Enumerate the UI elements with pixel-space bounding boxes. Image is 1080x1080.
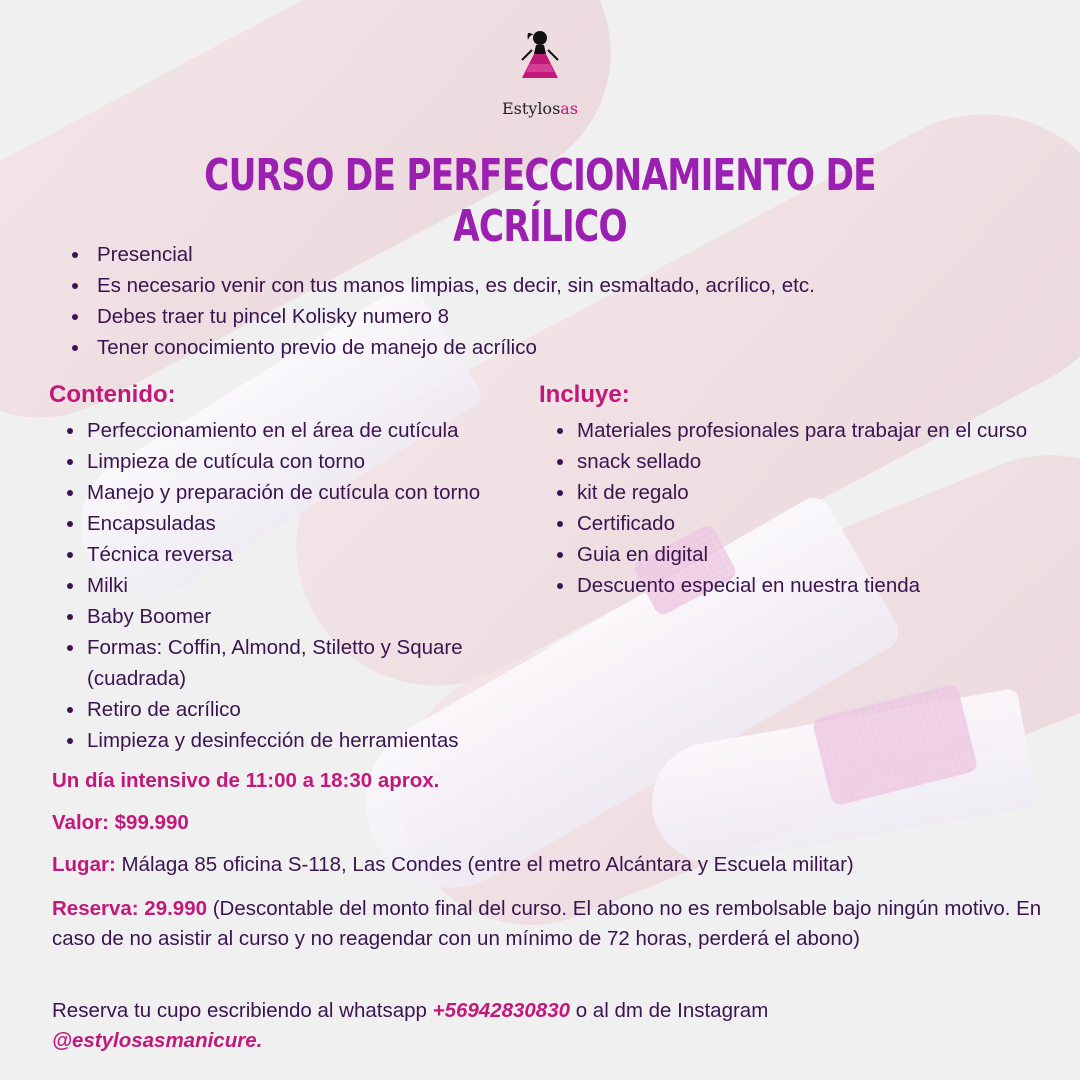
whatsapp-link[interactable]: +56942830830 [432,999,571,1022]
reserva-text [52,894,1042,954]
list-item: snack sellado [577,446,1037,477]
list-item: Materiales profesionales para trabajar en el curso [577,415,1037,446]
list-item: Descuento especial en nuestra tienda [577,570,1037,601]
place-address: Málaga 85 oficina S-118, Las Condes (entre el metro Alcántara y Escuela militar) [115,853,854,876]
page-title: CURSO DE PERFECCIONAMIENTO DE ACRÍLICO [204,150,876,252]
list-item: Formas: Coffin, Almond, Stiletto y Square (cuadrada) [87,632,527,694]
list-item: Retiro de acrílico [87,694,527,725]
list-item: Tener conocimiento previo de manejo de acrílico [97,332,815,363]
woman-silhouette-icon [518,28,562,90]
requirements-list [97,239,815,363]
list-item: Baby Boomer [87,601,527,632]
list-item: Encapsuladas [87,508,527,539]
contenido-heading: Contenido: [49,381,176,408]
list-item: Es necesario venir con tus manos limpias, es decir, sin esmaltado, acrílico, etc. [97,270,815,301]
list-item: Presencial [97,239,815,270]
list-item: Debes traer tu pincel Kolisky numero 8 [97,301,815,332]
list-item: Milki [87,570,527,601]
list-item: Perfeccionamiento en el área de cutícula [87,415,527,446]
list-item: kit de regalo [577,477,1037,508]
list-item: Manejo y preparación de cutícula con torno [87,477,527,508]
incluye-list [577,415,1037,601]
place-text [52,850,1042,880]
schedule-text: Un día intensivo de 11:00 a 18:30 aprox. [52,769,440,792]
brand-logo [490,28,590,118]
reserva-conditions: (Descontable del monto final del curso. El abono no es rembolsable bajo ningún motivo. En caso de no asistir al curso y no reagendar con un mínimo de 72 horas, perderá el abono) [52,897,1042,950]
reserva-label: Reserva: 29.990 [52,897,208,920]
list-item: Limpieza de cutícula con torno [87,446,527,477]
price-text: Valor: $99.990 [52,811,189,834]
incluye-heading: Incluye: [539,381,630,408]
list-item: Técnica reversa [87,539,527,570]
place-label: Lugar: [52,853,116,876]
list-item: Limpieza y desinfección de herramientas [87,725,527,756]
list-item: Certificado [577,508,1037,539]
contact-text: Reserva tu cupo escribiendo al whatsapp +56942830830 o al dm de Instagram @estylosasmanicure. [52,999,769,1052]
instagram-link[interactable]: @estylosasmanicure. [52,1029,263,1052]
list-item: Guia en digital [577,539,1037,570]
brand-name: Estylosas [501,99,579,118]
contenido-list [87,415,527,756]
